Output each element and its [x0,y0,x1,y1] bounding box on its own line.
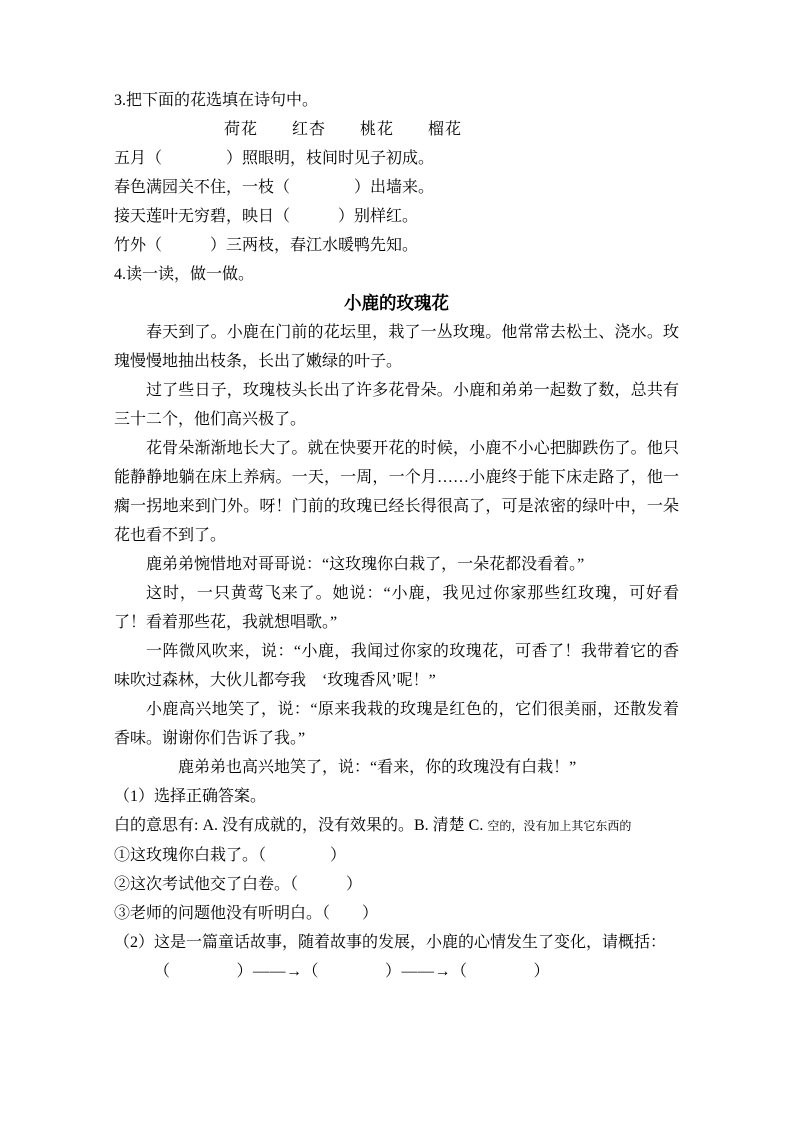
word-meaning-line [114,811,679,841]
story-paragraph-4: 鹿弟弟惋惜地对哥哥说：“这玫瑰你白栽了，一朵花都没看着。” [146,556,585,573]
story-paragraph-1: 春天到了。小鹿在门前的花坛里，栽了一丛玫瑰。他常常去松土、浇水。玫瑰慢慢地抽出枝条，长出了嫩绿的叶子。 [114,324,679,370]
question1-item-3: ③老师的问题他没有听明白。（ ） [114,905,379,922]
question1-item-1: ①这玫瑰你白栽了。（ ） [114,847,347,864]
story-paragraph-8: 鹿弟弟也高兴地笑了，说：“看来，你的玫瑰没有白栽！” [178,759,577,776]
question2-label: （2）这是一篇童话故事，随着故事的发展，小鹿的心情发生了变化，请概括： [114,934,667,951]
question1-item-2: ②这次考试他交了白卷。（ ） [114,876,363,893]
poem-line-1: 五月（ ）照眼明，枝间时见子初成。 [114,150,435,167]
poem-line-4: 竹外（ ）三两枝，春江水暖鸭先知。 [114,237,419,254]
word-meaning-small: 空的，没有加上其它东西的 [487,819,632,833]
story-paragraph-5: 这时，一只黄莺飞来了。她说：“小鹿，我见过你家那些红玫瑰，可好看了！看着那些花，我就想唱歌。” [114,585,679,631]
word-bank: 荷花 红杏 桃花 榴花 [224,121,463,138]
exercise4-heading: 4.读一读，做一做。 [114,266,255,283]
question1-label: （1）选择正确答案。 [114,788,267,805]
story-paragraph-7: 小鹿高兴地笑了，说：“原来我栽的玫瑰是红色的，它们很美丽，还散发着香味。谢谢你们告诉了我。” [114,701,679,747]
question2-answer-blanks: （ ）——→（ ）——→（ ） [154,963,551,980]
story-paragraph-2: 过了些日子，玫瑰枝头长出了许多花骨朵。小鹿和弟弟一起数了数，总共有三十二个，他们高兴极了。 [114,382,679,428]
poem-line-3: 接天莲叶无穷碧，映日（ ）别样红。 [114,208,419,225]
word-meaning-main: 白的意思有: A. 没有成就的，没有效果的。B. 清楚 C. [114,817,488,834]
poem-line-2: 春色满园关不住，一枝（ ）出墙来。 [114,179,435,196]
story-paragraph-6: 一阵微风吹来，说：“小鹿，我闻过你家的玫瑰花，可香了！我带着它的香味吹过森林，大伙儿都夸我 ‘玫瑰香风’呢！” [114,643,679,689]
exercise3-heading: 3.把下面的花选填在诗句中。 [114,92,319,109]
story-paragraph-3: 花骨朵渐渐地长大了。就在快要开花的时候，小鹿不小心把脚跌伤了。他只能静静地躺在床上养病。一天，一周，一个月……小鹿终于能下床走路了，他一瘸一拐地来到门外。呀！门前的玫瑰已经长得很高了，可是浓密的绿叶中，一朵花也看不到了。 [114,440,679,544]
story-title: 小鹿的玫瑰花 [344,293,449,313]
